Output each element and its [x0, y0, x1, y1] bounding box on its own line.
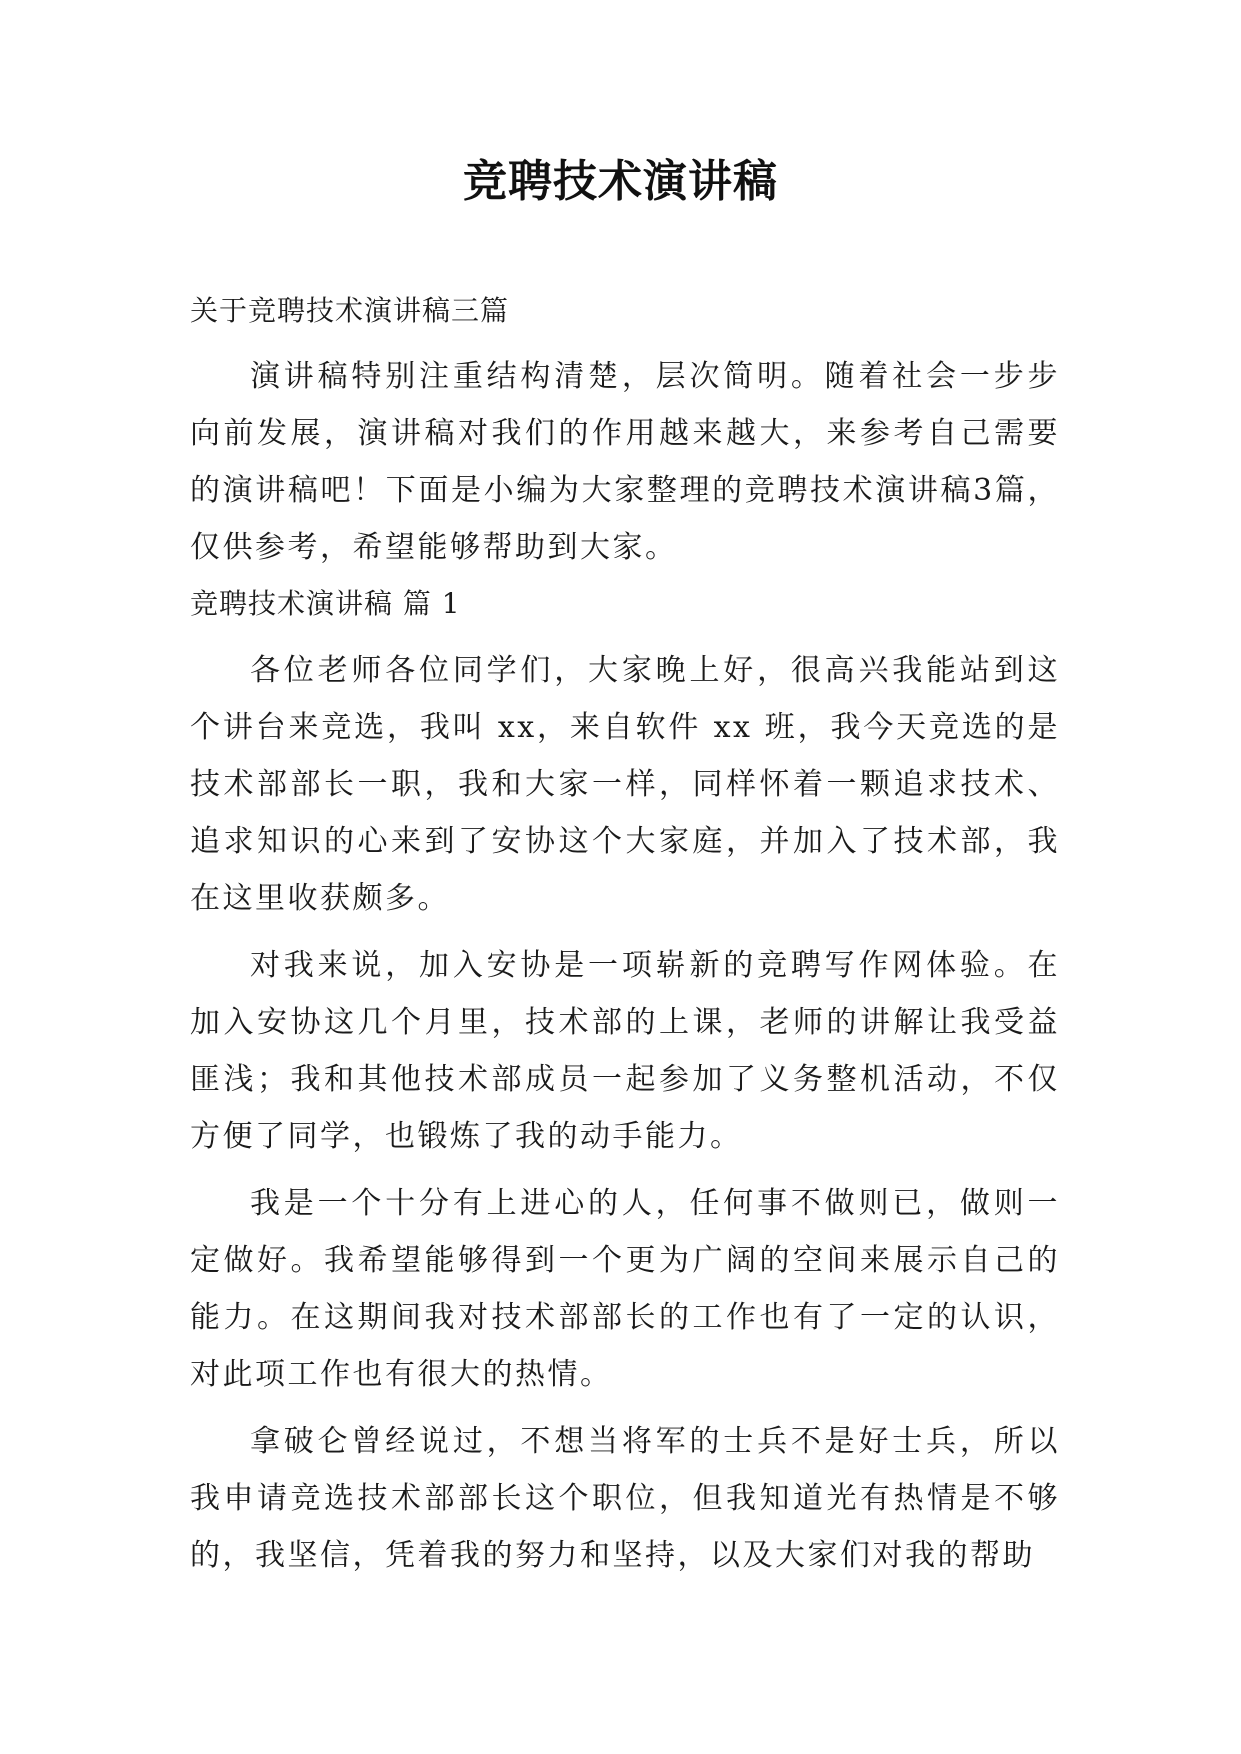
document-subtitle: 关于竞聘技术演讲稿三篇 — [190, 294, 510, 327]
body-paragraph: 拿破仑曾经说过，不想当将军的士兵不是好士兵，所以我申请竞选技术部部长这个职位，但我知道光有热情是不够的，我坚信，凭着我的努力和坚持，以及大家们对我的帮助 — [190, 1424, 1060, 1573]
body-paragraph: 我是一个十分有上进心的人，任何事不做则已，做则一定做好。我希望能够得到一个更为广阔的空间来展示自己的能力。在这期间我对技术部部长的工作也有了一定的认识，对此项工作也有很大的热情。 — [190, 1186, 1060, 1392]
document-title: 竞聘技术演讲稿 — [463, 156, 778, 207]
document-body — [190, 290, 1060, 1594]
body-paragraph: 对我来说，加入安协是一项崭新的竞聘写作网体验。在加入安协这几个月里，技术部的上课，老师的讲解让我受益匪浅；我和其他技术部成员一起参加了义务整机活动，不仅方便了同学，也锻炼了我的动手能力。 — [190, 948, 1060, 1154]
section-heading: 竞聘技术演讲稿 篇 1 — [190, 587, 461, 620]
body-paragraph: 各位老师各位同学们，大家晚上好，很高兴我能站到这个讲台来竞选，我叫 xx，来自软件 xx 班，我今天竞选的是技术部部长一职，我和大家一样，同样怀着一颗追求技术、追求知识的心来到了安协这个大家庭，并加入了技术部，我在这里收获颇多。 — [190, 653, 1060, 916]
intro-paragraph: 演讲稿特别注重结构清楚，层次简明。随着社会一步步向前发展，演讲稿对我们的作用越来越大，来参考自己需要的演讲稿吧！下面是小编为大家整理的竞聘技术演讲稿3篇，仅供参考，希望能够帮助到大家。 — [190, 359, 1060, 565]
